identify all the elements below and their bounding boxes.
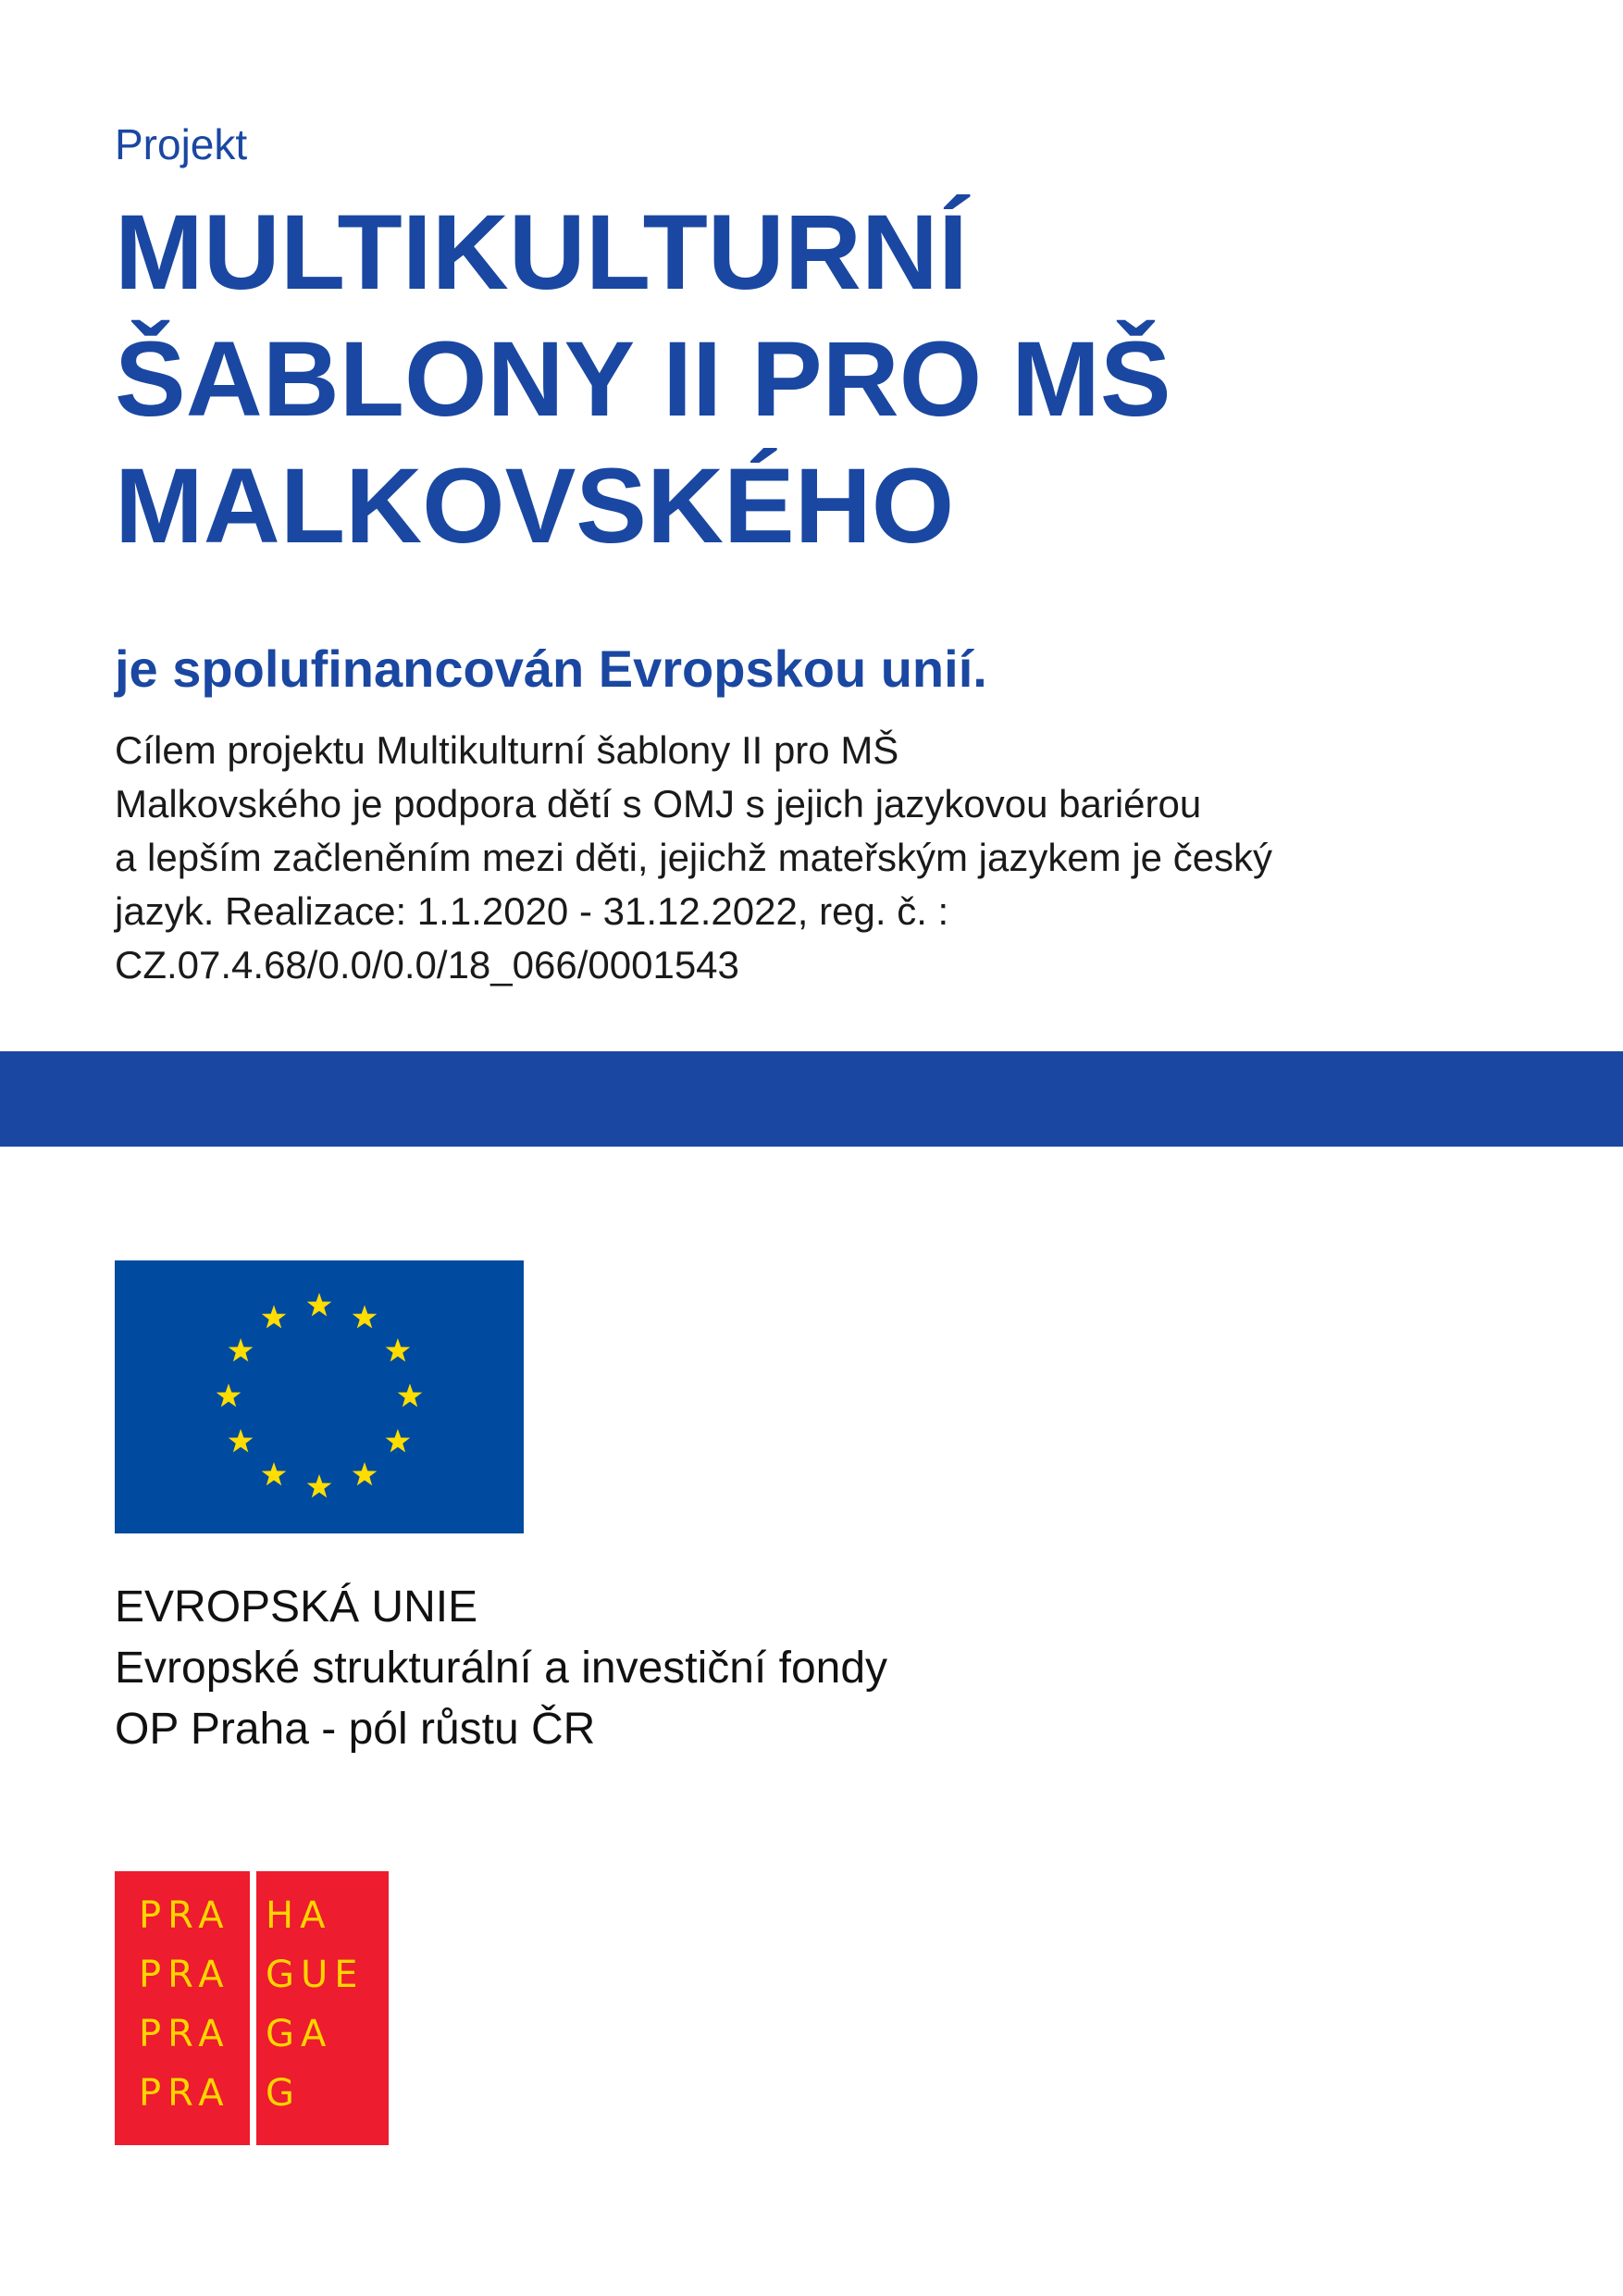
praha-logo xyxy=(115,1871,389,2145)
praha-logo-text: PRA xyxy=(139,2072,230,2115)
project-title-line: MALKOVSKÉHO xyxy=(115,447,955,565)
eu-text-line: OP Praha - pól růstu ČR xyxy=(115,1705,596,1754)
project-description xyxy=(115,724,1272,992)
praha-logo-text: G xyxy=(266,2072,301,2115)
praha-logo-left-column xyxy=(139,1886,230,2123)
description-line: a lepším začleněním mezi děti, jejichž mateřským jazykem je český xyxy=(115,836,1273,879)
praha-logo-text: PRA xyxy=(139,2013,230,2055)
eu-text-line: EVROPSKÁ UNIE xyxy=(115,1582,478,1632)
praha-logo-text: PRA xyxy=(139,1894,230,1937)
divider-band xyxy=(0,1051,1623,1147)
project-label: Projekt xyxy=(115,120,248,168)
description-line: jazyk. Realizace: 1.1.2020 - 31.12.2022, reg. č. : xyxy=(115,889,949,933)
cofinanced-statement: je spolufinancován Evropskou unií. xyxy=(115,639,987,698)
praha-logo-right-column xyxy=(266,1886,365,2123)
description-line: CZ.07.4.68/0.0/0.0/18_066/0001543 xyxy=(115,943,739,987)
praha-logo-right-panel xyxy=(256,1871,389,2145)
project-title xyxy=(115,190,1171,570)
eu-funding-text xyxy=(115,1577,887,1760)
praha-logo-text: PRA xyxy=(139,1954,230,1996)
praha-logo-text: GA xyxy=(266,2013,333,2055)
praha-logo-text: GUE xyxy=(266,1954,365,1996)
eu-flag-icon xyxy=(115,1260,524,1533)
project-title-line: MULTIKULTURNÍ xyxy=(115,193,968,312)
project-title-line: ŠABLONY II PRO MŠ xyxy=(115,320,1171,439)
description-line: Cílem projektu Multikulturní šablony II pro MŠ xyxy=(115,728,899,772)
eu-text-line: Evropské strukturální a investiční fondy xyxy=(115,1644,888,1693)
praha-logo-text: HA xyxy=(266,1894,332,1937)
description-line: Malkovského je podpora dětí s OMJ s jejich jazykovou bariérou xyxy=(115,782,1202,825)
praha-logo-left-panel xyxy=(115,1871,250,2145)
